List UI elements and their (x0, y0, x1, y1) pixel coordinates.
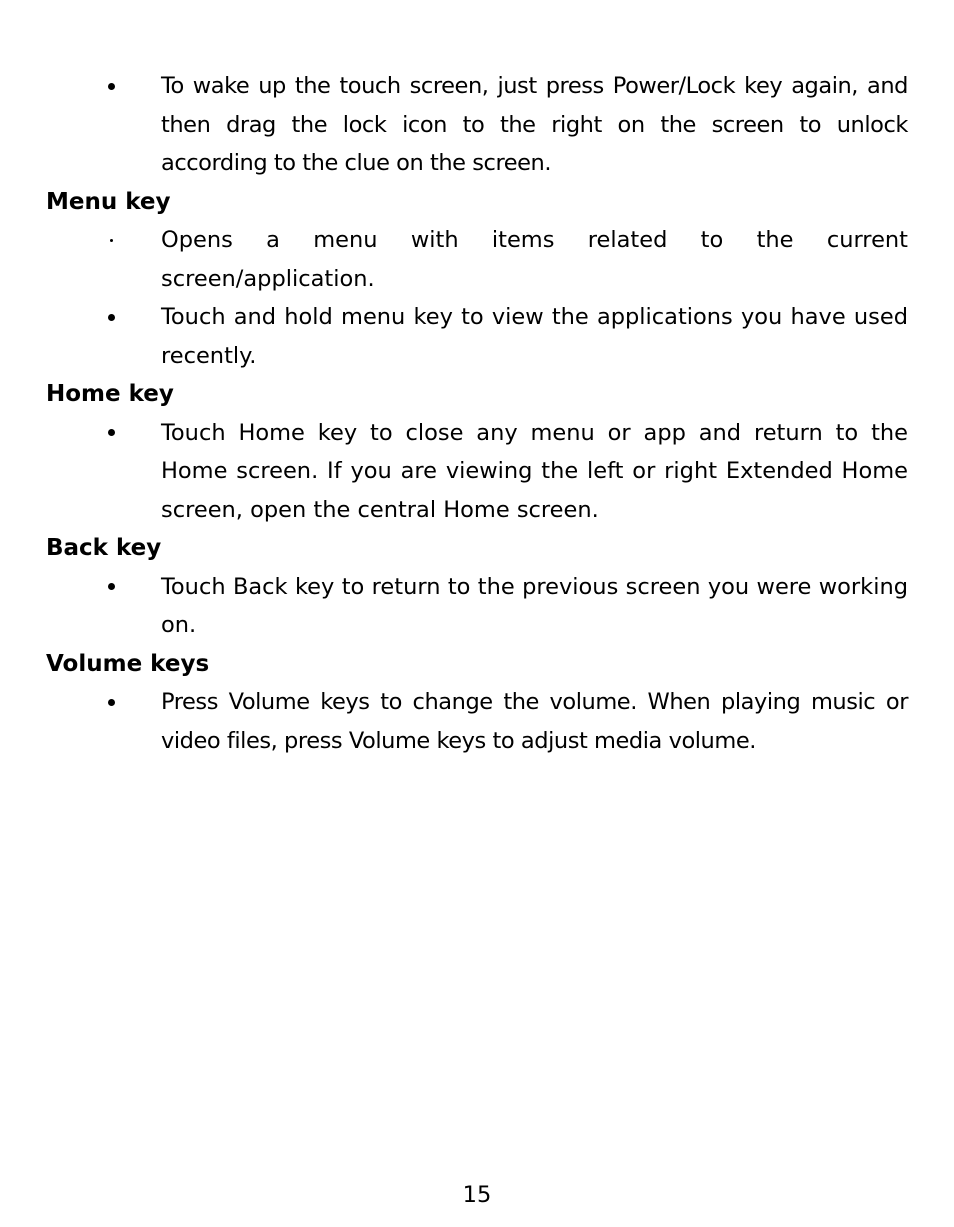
page-number: 15 (462, 1182, 492, 1208)
bullet-icon (101, 683, 121, 722)
list-item (46, 221, 908, 298)
bullet-icon (101, 221, 121, 260)
list-item-text: Touch and hold menu key to view the applications you have used recently. (161, 304, 908, 369)
section-heading-home-key: Home key (46, 381, 174, 407)
list-item-text: Touch Home key to close any menu or app and return to the Home screen. If you are viewing the left or right Extended Home screen, open the central Home screen. (161, 419, 908, 523)
list-item (46, 298, 908, 375)
list-item-text: Press Volume keys to change the volume. When playing music or video files, press Volume keys to adjust media volume. (161, 689, 908, 754)
list-item (46, 67, 908, 183)
bullet-icon (101, 67, 121, 106)
list-item (46, 568, 908, 645)
list-item (46, 683, 908, 760)
section-heading-menu-key: Menu key (46, 188, 171, 215)
list-item-text: To wake up the touch screen, just press Power/Lock key again, and then drag the lock icon to the right on the screen to unlock according to the clue on the screen. (161, 73, 908, 176)
list-item-text: Touch Back key to return to the previous screen you were working on. (161, 573, 908, 638)
section-heading-back-key: Back key (46, 535, 162, 561)
section-heading-volume-keys: Volume keys (46, 650, 210, 677)
bullet-icon (101, 568, 121, 607)
page-content (46, 67, 908, 760)
bullet-icon (101, 414, 121, 453)
bullet-icon (101, 298, 121, 337)
list-item-text: Opens a menu with items related to the current screen/application. (161, 227, 908, 292)
list-item (46, 414, 908, 530)
